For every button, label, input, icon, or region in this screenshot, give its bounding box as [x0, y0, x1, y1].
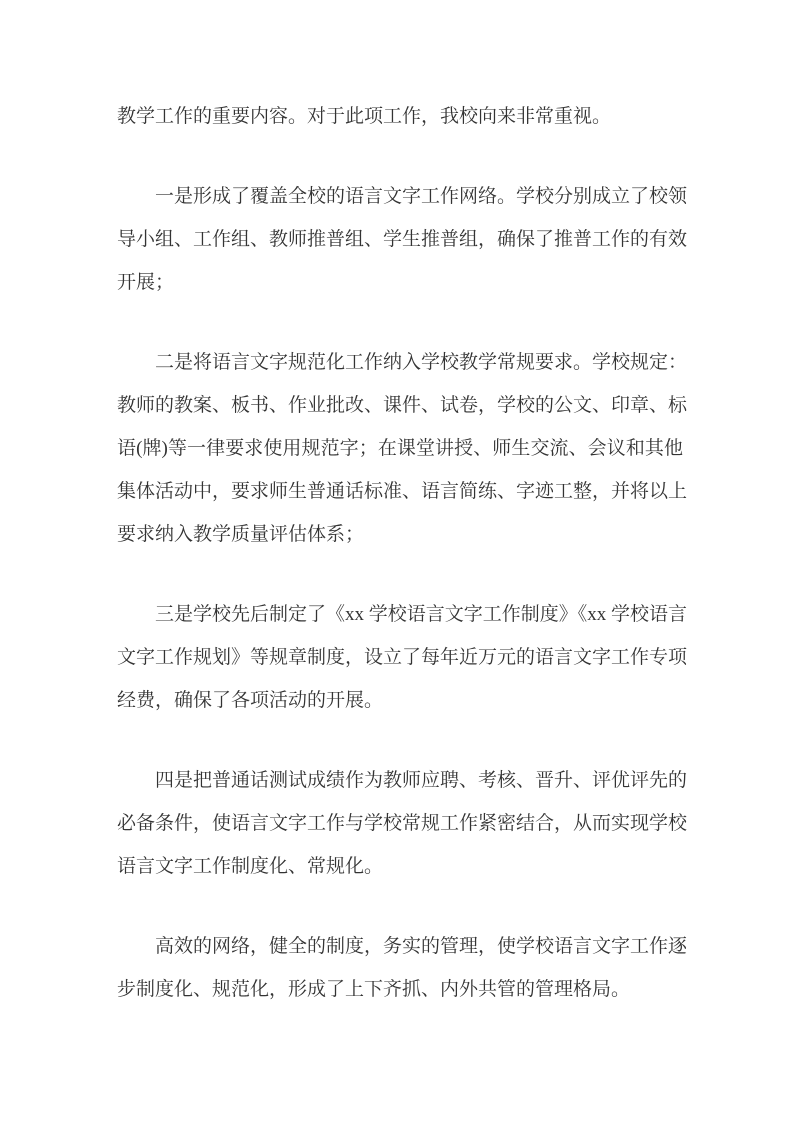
text-line: 语(牌)等一律要求使用规范字；在课堂讲授、师生交流、会议和其他: [117, 438, 683, 459]
text-line: 开展；: [117, 272, 175, 293]
text-line: 四是把普通话测试成绩作为教师应聘、考核、晋升、评优评先的: [155, 770, 688, 791]
paragraph: [117, 759, 688, 888]
paragraph: [117, 925, 688, 1011]
text-line: 教学工作的重要内容。对于此项工作，我校向来非常重视。: [117, 106, 612, 127]
text-line: 要求纳入教学质量评估体系；: [117, 524, 365, 545]
text-line: 步制度化、规范化，形成了上下齐抓、内外共管的管理格局。: [117, 979, 631, 1000]
text-line: 语言文字工作制度化、常规化。: [117, 856, 384, 877]
text-line: 集体活动中，要求师生普通话标准、语言简练、字迹工整，并将以上: [117, 481, 688, 502]
text-line: 一是形成了覆盖全校的语言文字工作网络。学校分别成立了校领: [155, 186, 688, 207]
text-line: 导小组、工作组、教师推普组、学生推普组，确保了推普工作的有效: [117, 229, 688, 250]
paragraph: [117, 593, 688, 722]
text-line: 教师的教案、板书、作业批改、课件、试卷，学校的公文、印章、标: [117, 395, 688, 416]
text-line: 三是学校先后制定了《xx 学校语言文字工作制度》《xx 学校语言: [155, 604, 688, 625]
text-line: 文字工作规划》等规章制度，设立了每年近万元的语言文字工作专项: [117, 647, 688, 668]
text-line: 必备条件，使语言文字工作与学校常规工作紧密结合，从而实现学校: [117, 813, 688, 834]
document-text-body: [117, 95, 688, 1011]
paragraph: [117, 175, 688, 304]
text-line: 经费，确保了各项活动的开展。: [117, 690, 384, 711]
paragraph: [117, 341, 688, 556]
text-line: 高效的网络，健全的制度，务实的管理，使学校语言文字工作逐: [155, 936, 688, 957]
paragraph: [117, 95, 683, 138]
text-line: 二是将语言文字规范化工作纳入学校教学常规要求。学校规定：: [155, 352, 688, 373]
